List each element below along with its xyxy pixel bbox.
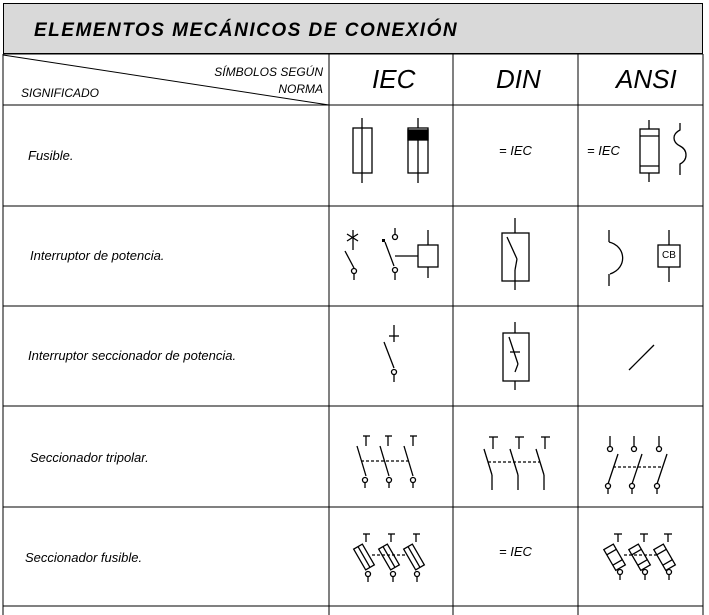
fuse-symbol-iec — [353, 118, 428, 183]
din-fusible-equals-iec: = IEC — [499, 143, 532, 158]
three-pole-disconnector-symbol-iec — [357, 436, 417, 488]
row-label-interruptor-potencia: Interruptor de potencia. — [30, 248, 165, 263]
header-simbolos-line2: NORMA — [278, 82, 323, 96]
three-pole-disconnector-symbol-ansi — [606, 436, 668, 494]
table-title: ELEMENTOS MECÁNICOS DE CONEXIÓN — [34, 20, 459, 41]
header-simbolos-line1: SÍMBOLOS SEGÚN — [214, 65, 323, 79]
din-seccionador-fusible-equals-iec: = IEC — [499, 544, 532, 559]
switch-disconnector-symbol-iec — [384, 325, 399, 382]
row-label-fusible: Fusible. — [28, 148, 74, 163]
fuse-disconnector-symbol-ansi — [604, 534, 676, 580]
three-pole-disconnector-symbol-din — [484, 437, 550, 490]
ansi-breaker-cb-label: CB — [662, 250, 676, 261]
circuit-breaker-symbol-din — [502, 218, 529, 290]
row-label-seccionador-tripolar: Seccionador tripolar. — [30, 450, 149, 465]
column-header-din: DIN — [496, 64, 541, 94]
column-header-iec: IEC — [372, 64, 416, 94]
switch-disconnector-symbol-ansi — [629, 345, 654, 370]
row-label-interruptor-seccionador: Interruptor seccionador de potencia. — [28, 348, 237, 363]
ansi-fusible-equals-iec: = IEC — [587, 143, 620, 158]
header-significado: SIGNIFICADO — [21, 86, 100, 100]
switch-disconnector-symbol-din — [503, 322, 529, 390]
circuit-breaker-symbol-iec — [345, 228, 438, 280]
fuse-symbol-ansi — [640, 120, 686, 182]
column-header-ansi: ANSI — [616, 64, 677, 94]
row-label-seccionador-fusible: Seccionador fusible. — [25, 550, 143, 565]
fuse-disconnector-symbol-iec — [354, 534, 425, 582]
